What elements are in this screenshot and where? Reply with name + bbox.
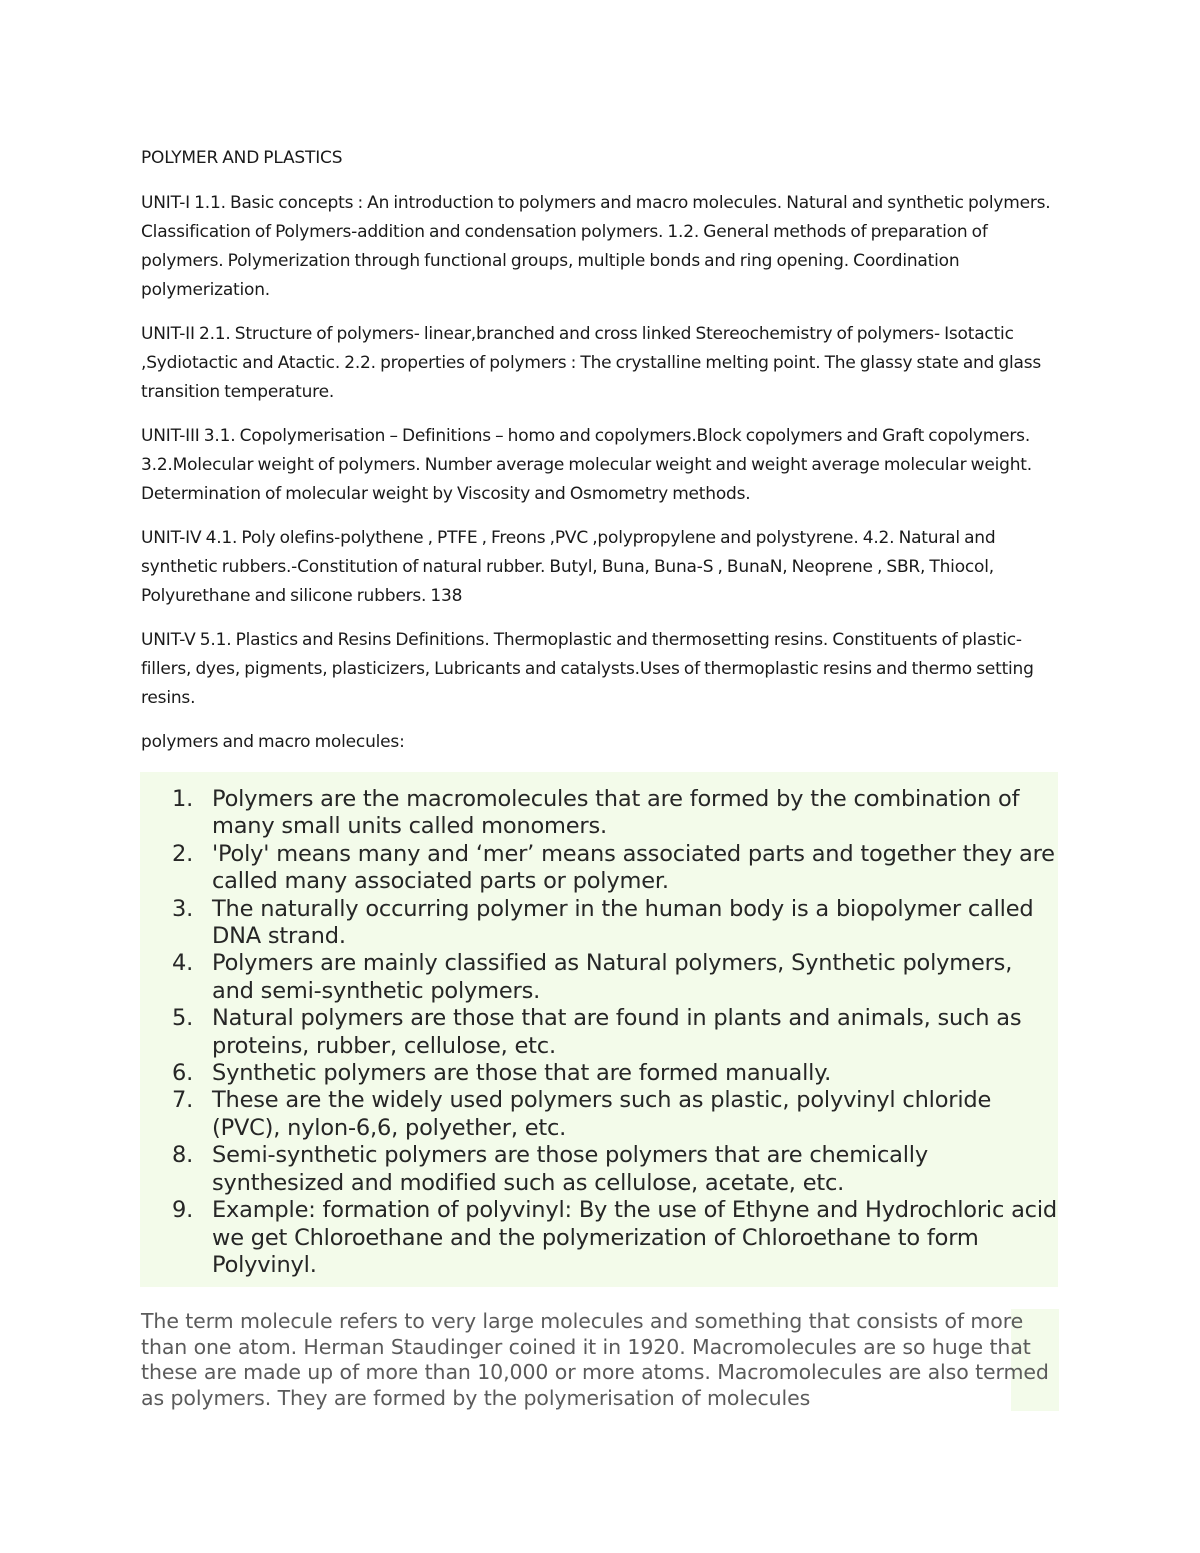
list-item-text: 'Poly' means many and ‘mer’ means associated parts and together they are called many associated parts or polymer. (212, 840, 1055, 895)
list-item (172, 786, 1058, 841)
highlighted-list-block (140, 772, 1058, 1287)
list-item (172, 950, 1058, 1005)
unit-4-paragraph: UNIT-IV 4.1. Poly olefins-polythene , PTFE , Freons ,PVC ,polypropylene and polystyrene. 4.2. Natural and synthetic rubbers.-Constitution of natural rubber. Butyl, Buna, Buna-S , BunaN, Neoprene , SBR, Thiocol, Polyurethane and silicone rubbers. 138 (141, 528, 996, 606)
document-title: POLYMER AND PLASTICS (141, 148, 343, 168)
list-item-number: 7. (172, 1087, 194, 1114)
list-item-text: Semi-synthetic polymers are those polymers that are chemically synthesized and modified such as cellulose, acetate, etc. (212, 1142, 928, 1196)
list-item-number: 8. (172, 1142, 194, 1169)
list-item-text: Natural polymers are those that are found in plants and animals, such as proteins, rubber, cellulose, etc. (212, 1005, 1022, 1059)
list-item (172, 1197, 1058, 1279)
unit-1-paragraph: UNIT-I 1.1. Basic concepts : An introduction to polymers and macro molecules. Natural and synthetic polymers. Classification of Polymers-addition and condensation polymers. 1.2. General methods of preparation of polymers. Polymerization through functional groups, multiple bonds and ring opening. Coordination polymerization. (141, 193, 1051, 300)
list-item (172, 896, 1058, 951)
list-item-number: 9. (172, 1197, 194, 1224)
list-item-number: 5. (172, 1005, 194, 1032)
list-item-number: 4. (172, 950, 194, 977)
list-item-number: 1. (172, 786, 194, 812)
list-item (172, 1060, 1058, 1087)
section-heading: polymers and macro molecules: (141, 732, 405, 752)
unit-5-paragraph: UNIT-V 5.1. Plastics and Resins Definitions. Thermoplastic and thermosetting resins. Constituents of plastic-fillers, dyes, pigments, plasticizers, Lubricants and catalysts.Uses of thermoplastic resins and thermo setting resins. (141, 630, 1034, 708)
list-item-number: 3. (172, 895, 194, 922)
list-item-number: 2. (172, 840, 194, 867)
closing-paragraph: The term molecule refers to very large molecules and something that consists of more than one atom. Herman Staudinger coined it in 1920. Macromolecules are so huge that these are made up of more than 10,000 or more atoms. Macromolecules are also termed as polymers. They are formed by the polymerisation of molecules (141, 1309, 1059, 1411)
unit-2-paragraph: UNIT-II 2.1. Structure of polymers- linear,branched and cross linked Stereochemistry of polymers- Isotactic ,Sydiotactic and Atactic. 2.2. properties of polymers : The crystalline melting point. The glassy state and glass transition temperature. (141, 324, 1042, 402)
document-body (141, 144, 1061, 1432)
list-item-text: Synthetic polymers are those that are formed manually. (212, 1060, 832, 1087)
list-item-number: 6. (172, 1060, 194, 1087)
unit-3-paragraph: UNIT-III 3.1. Copolymerisation – Definitions – homo and copolymers.Block copolymers and Graft copolymers. 3.2.Molecular weight of polymers. Number average molecular weight and weight average molecular weight. Determination of molecular weight by Viscosity and Osmometry methods. (141, 426, 1032, 504)
list-item-text: The naturally occurring polymer in the human body is a biopolymer called DNA strand. (212, 895, 1034, 950)
list-item-text: Example: formation of polyvinyl: By the use of Ethyne and Hydrochloric acid we get Chloroethane and the polymerization of Chloroethane to form Polyvinyl. (212, 1197, 1057, 1278)
numbered-list (140, 786, 1058, 1279)
list-item (172, 1005, 1058, 1060)
list-item-text: Polymers are mainly classified as Natural polymers, Synthetic polymers, and semi-synthetic polymers. (212, 950, 1013, 1004)
list-item-text: These are the widely used polymers such as plastic, polyvinyl chloride (PVC), nylon-6,6, polyether, etc. (212, 1087, 992, 1141)
list-item (172, 1142, 1058, 1197)
list-item-text: Polymers are the macromolecules that are formed by the combination of many small units called monomers. (212, 786, 1020, 840)
list-item (172, 1087, 1058, 1142)
list-item (172, 841, 1058, 896)
